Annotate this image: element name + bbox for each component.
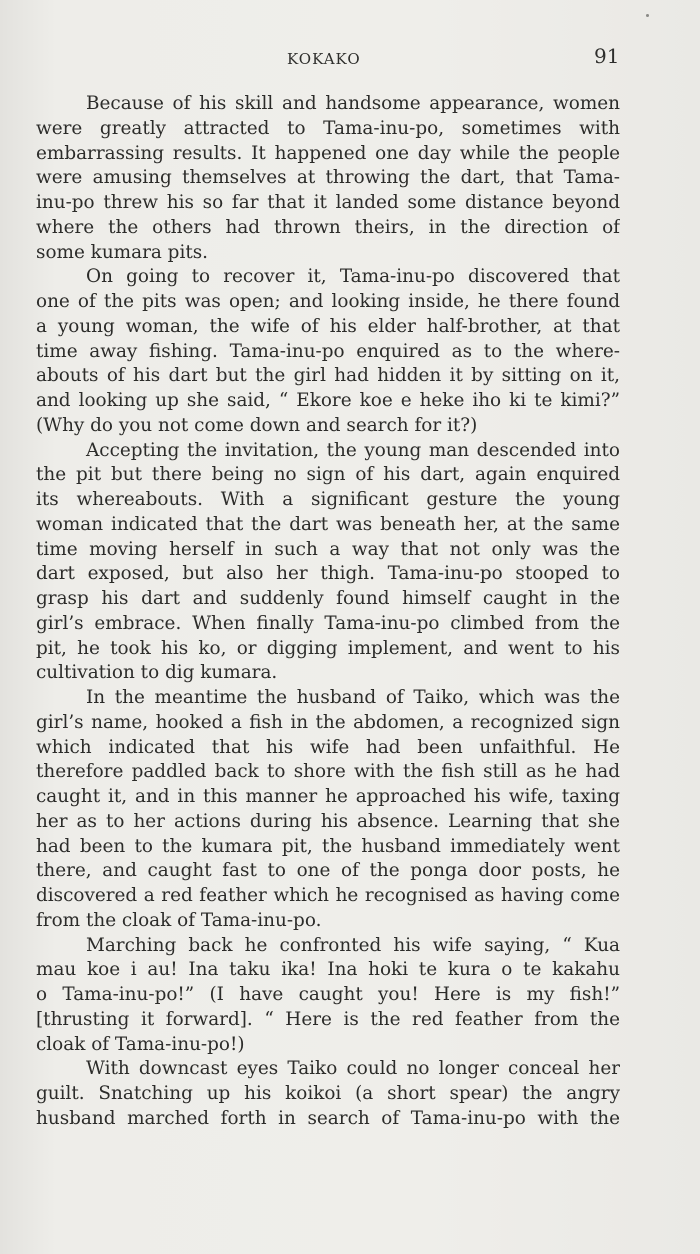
text-line: abouts of his dart but the girl had hidden it by sitting on it, — [36, 365, 620, 387]
text-line: With downcast eyes Taiko could no longer conceal her — [86, 1058, 620, 1080]
paragraph — [36, 92, 620, 265]
text-line: In the meantime the husband of Taiko, which was the — [86, 687, 620, 708]
text-line: some kumara pits. — [36, 241, 208, 263]
text-line: there, and caught fast to one of the ponga door posts, he — [36, 860, 620, 882]
text-line: discovered a red feather which he recognised as having come — [36, 885, 620, 906]
text-line: girl’s name, hooked a fish in the abdomen, a recognized sign — [36, 711, 620, 733]
text-line: were greatly attracted to Tama-inu-po, sometimes with — [36, 117, 620, 139]
text-line: where the others had thrown theirs, in the direction of — [36, 216, 620, 238]
text-line: cultivation to dig kumara. — [36, 662, 278, 684]
text-line: grasp his dart and suddenly found himself caught in the — [36, 588, 620, 609]
text-line: time away fishing. Tama-inu-po enquired as to the where- — [36, 340, 620, 362]
text-line: which indicated that his wife had been unfaithful. He — [36, 736, 620, 758]
text-line: guilt. Snatching up his koikoi (a short spear) the angry — [36, 1083, 620, 1104]
text-line: one of the pits was open; and looking inside, he there found — [36, 291, 620, 312]
text-line: Because of his skill and handsome appearance, women — [86, 93, 620, 114]
text-line: husband marched forth in search of Tama-inu-po with the — [36, 1107, 620, 1129]
text-line: girl’s embrace. When finally Tama-inu-po climbed from the — [36, 612, 620, 634]
text-line: its whereabouts. With a significant gesture the young — [36, 489, 620, 510]
body-text — [36, 92, 620, 1132]
text-line: and looking up she said, “ Ekore koe e heke iho ki te kimi?” — [36, 390, 620, 411]
text-line: mau koe i au! Ina taku ika! Ina hoki te kura o te kakahu — [36, 959, 620, 981]
paragraph — [36, 686, 620, 934]
text-line: pit, he took his ko, or digging implement, and went to his — [36, 637, 620, 659]
paper-speck — [646, 14, 649, 17]
paragraph — [36, 439, 620, 687]
text-line: Marching back he confronted his wife saying, “ Kua — [86, 934, 620, 956]
text-line: were amusing themselves at throwing the dart, that Tama- — [36, 167, 620, 189]
paragraph — [36, 1057, 620, 1131]
text-line: time moving herself in such a way that not only was the — [36, 538, 620, 560]
text-line: her as to her actions during his absence. Learning that she — [36, 810, 620, 832]
text-line: therefore paddled back to shore with the fish still as he had — [36, 761, 620, 783]
text-line: had been to the kumara pit, the husband immediately went — [36, 835, 620, 857]
page-header — [0, 44, 700, 74]
text-line: caught it, and in this manner he approached his wife, taxing — [36, 786, 620, 807]
text-line: from the cloak of Tama-inu-po. — [36, 909, 322, 931]
text-line: embarrassing results. It happened one day while the people — [36, 142, 620, 164]
text-line: woman indicated that the dart was beneath her, at the same — [36, 513, 620, 535]
text-line: cloak of Tama-inu-po!) — [36, 1033, 245, 1055]
text-line: On going to recover it, Tama-inu-po discovered that — [86, 266, 620, 288]
paragraph — [36, 265, 620, 438]
text-line: the pit but there being no sign of his dart, again enquired — [36, 464, 620, 486]
text-line: [thrusting it forward]. “ Here is the red feather from the — [36, 1008, 620, 1030]
paragraph — [36, 934, 620, 1058]
text-line: inu-po threw his so far that it landed some distance beyond — [36, 192, 620, 213]
text-line: Accepting the invitation, the young man descended into — [86, 439, 620, 461]
text-line: dart exposed, but also her thigh. Tama-inu-po stooped to — [36, 563, 620, 585]
running-head: KOKAKO — [287, 50, 361, 68]
text-line: o Tama-inu-po!” (I have caught you! Here is my fish!” — [36, 984, 620, 1005]
text-line: a young woman, the wife of his elder half-brother, at that — [36, 315, 620, 337]
text-line: (Why do you not come down and search for it?) — [36, 414, 478, 436]
page-number: 91 — [594, 44, 620, 68]
